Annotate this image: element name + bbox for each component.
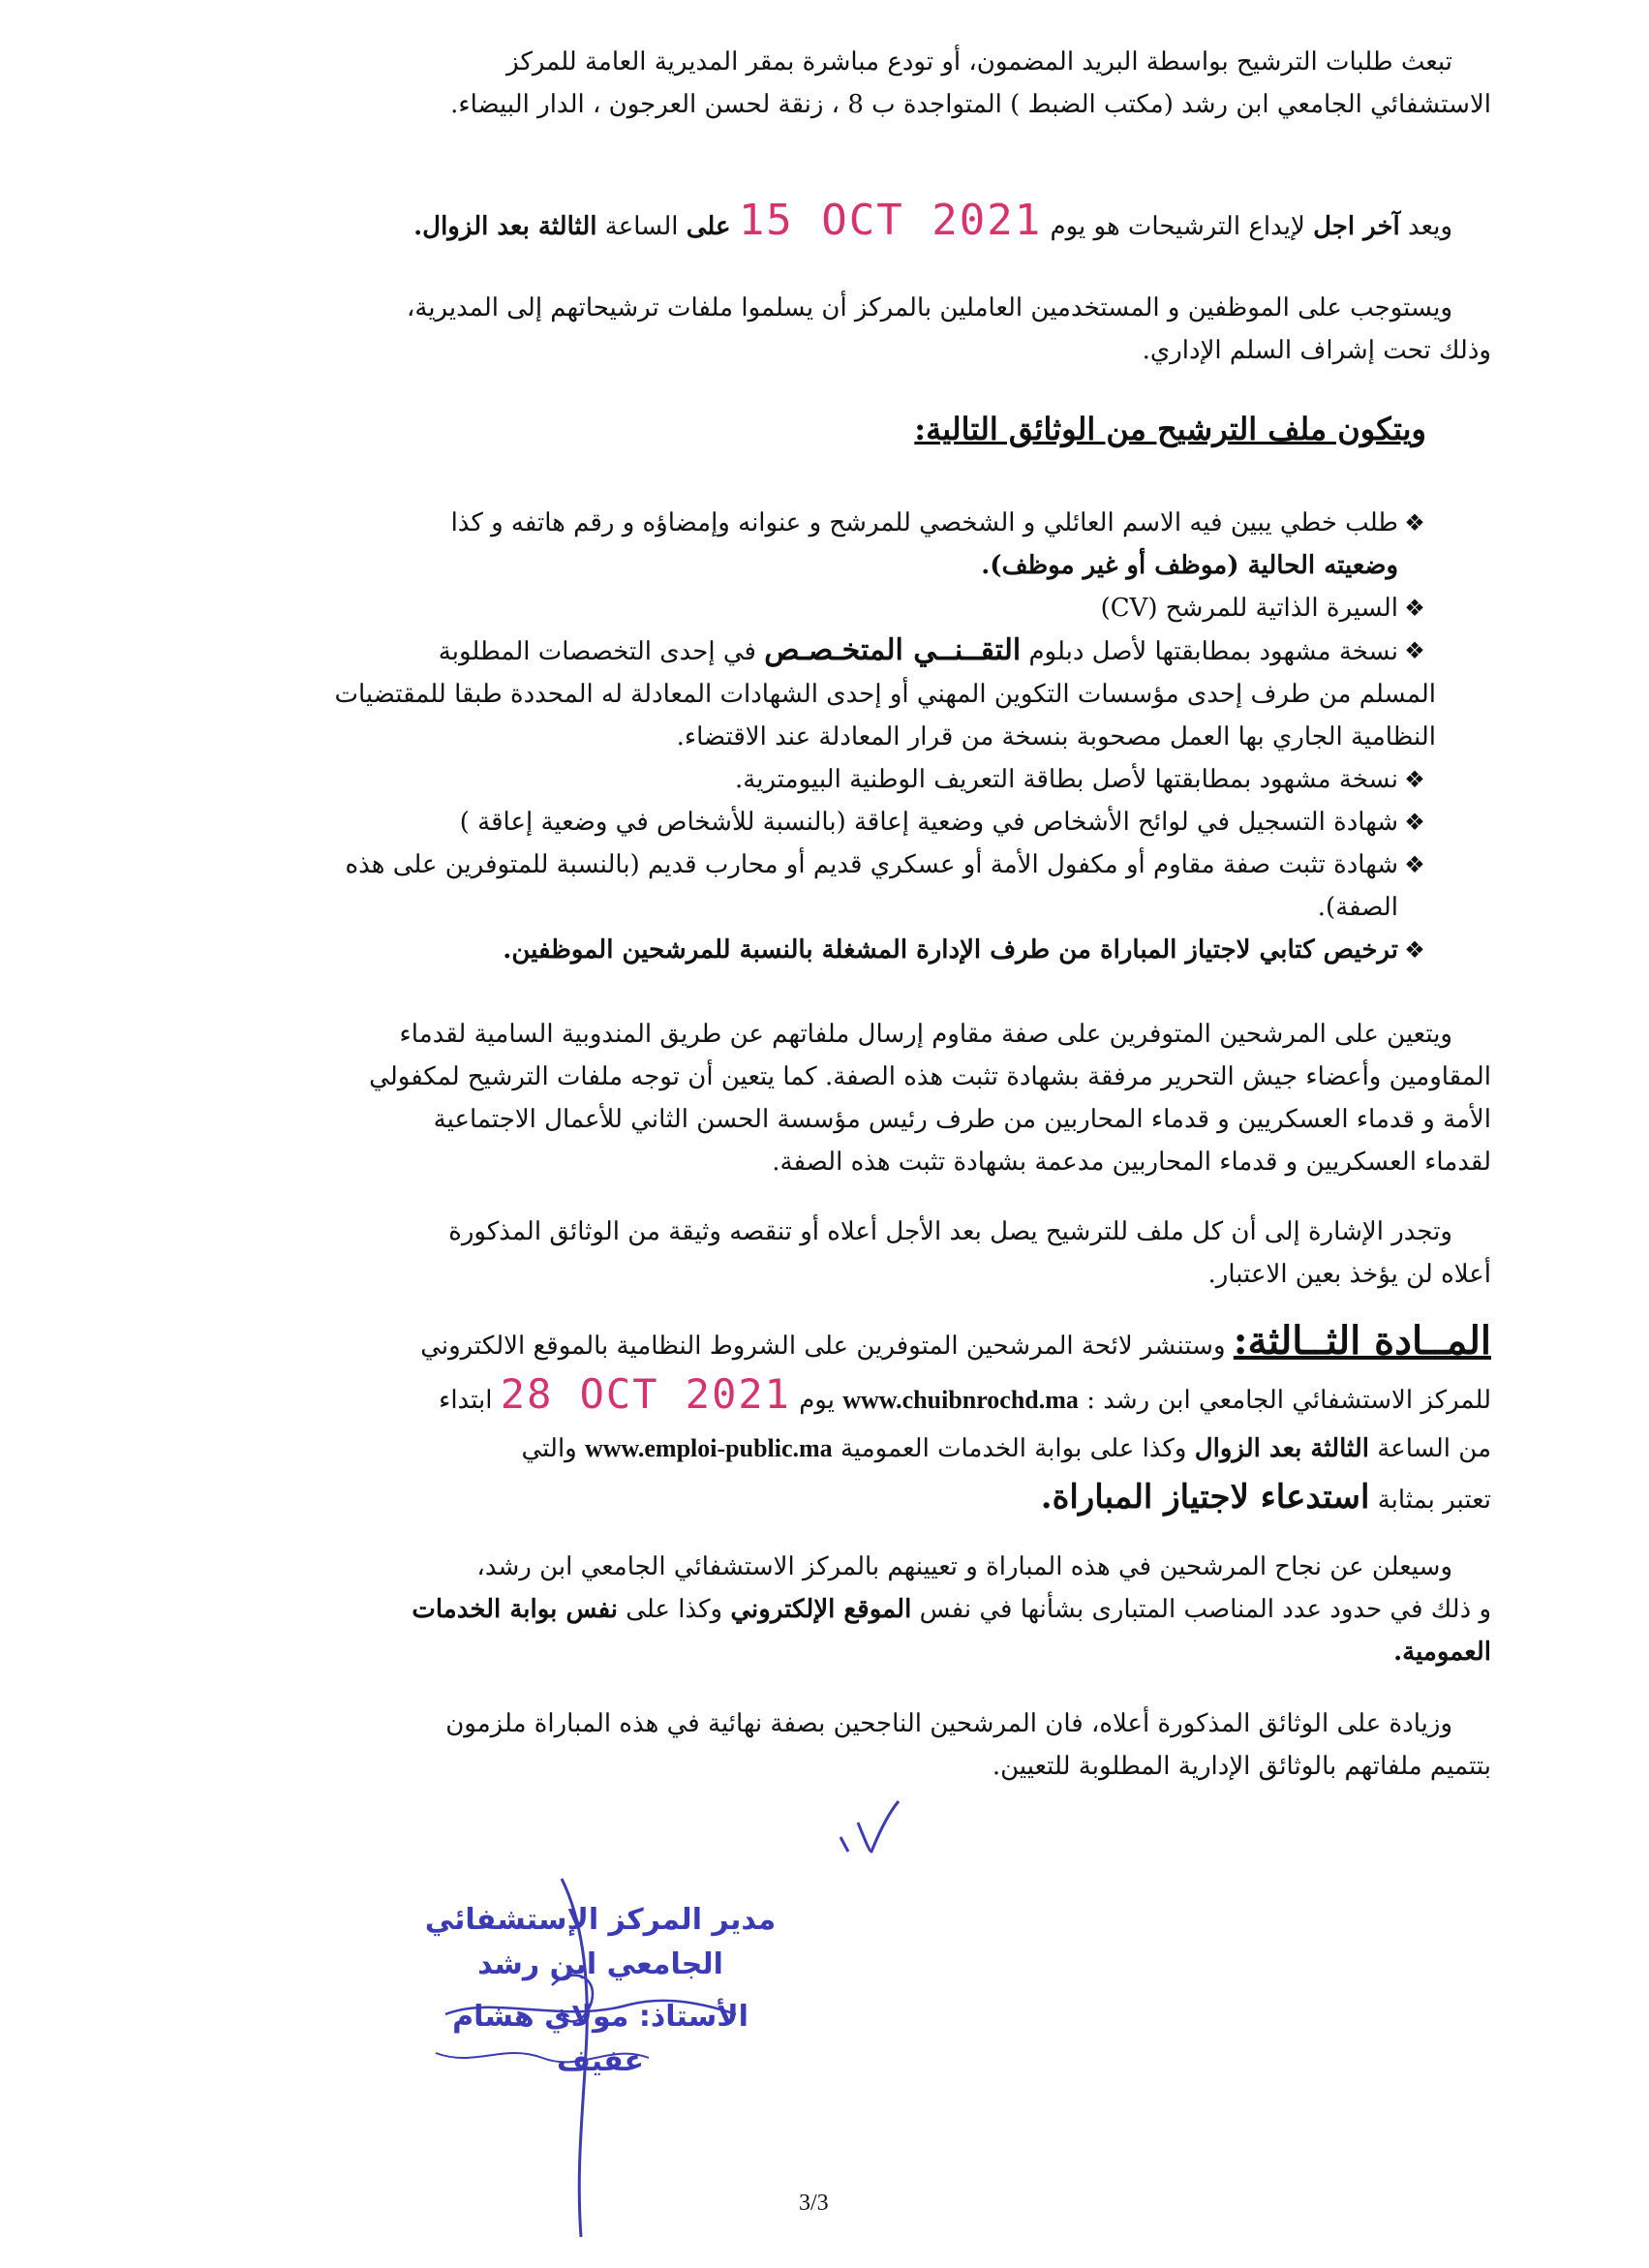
list-item — [223, 843, 1431, 929]
list-item — [223, 929, 1431, 971]
deadline-paragraph — [145, 194, 1491, 254]
website-url-chu: www.chuibnrochd.ma — [842, 1386, 1079, 1414]
list-item — [223, 502, 1431, 587]
article-3-paragraph — [145, 1317, 1491, 1524]
final-paragraph — [213, 1702, 1491, 1788]
deadline-hour-text: الساعة — [604, 212, 679, 241]
list-item — [223, 758, 1431, 801]
article-3-line-4-pre: تعتبر بمثابة — [1377, 1486, 1491, 1515]
list-item — [223, 629, 1431, 673]
page-number: 3/3 — [799, 2191, 829, 2216]
publication-date-stamp: 28 OCT 2021 — [500, 1370, 791, 1418]
convocation-text: استدعاء لاجتياز المباراة. — [1040, 1478, 1370, 1517]
diamond-bullet-icon: ❖ — [1404, 595, 1425, 622]
diamond-bullet-icon: ❖ — [1404, 936, 1425, 964]
diamond-bullet-icon: ❖ — [1404, 851, 1425, 878]
documents-heading: ويتكون ملف الترشيح من الوثائق التالية: — [914, 411, 1426, 447]
veterans-line-3: الأمة و قدماء العسكريين و قدماء المحاربين من طرف رئيس مؤسسة الحسن الثاني للأعمال الاجتماعية — [433, 1105, 1491, 1134]
doc-item-2: السيرة الذاتية للمرشح (CV) — [1100, 594, 1398, 623]
veterans-line-1: ويتعين على المرشحين المتوفرين على صفة مقاوم إرسال ملفاتهم عن طريق المندوبية السامية لقدماء — [399, 1020, 1452, 1049]
article-3-line-1: وستنشر لائحة المرشحين المتوفرين على الشروط النظامية بالموقع الالكتروني — [420, 1332, 1226, 1361]
doc-item-6-line-2: الصفة). — [1317, 893, 1398, 922]
deadline-after-date: على — [686, 212, 731, 241]
intro-line-2: الاستشفائي الجامعي ابن رشد (مكتب الضبط ) المتواجدة ب 8 ، زنقة لحسن العرجون ، الدار البيضاء. — [450, 90, 1491, 119]
results-line-1: وسيعلن عن نجاح المرشحين في هذه المباراة و تعيينهم بالمركز الاستشفائي الجامعي ابن رشد، — [476, 1552, 1452, 1581]
list-item — [223, 801, 1431, 843]
results-portal: نفس بوابة الخدمات — [412, 1595, 618, 1624]
results-line-3: العمومية. — [1393, 1638, 1491, 1667]
veterans-line-4: لقدماء العسكريين و قدماء المحاربين مدعمة بشهادة تثبت هذه الصفة. — [772, 1148, 1491, 1177]
note-line-2: أعلاه لن يؤخذ بعين الاعتبار. — [1207, 1260, 1491, 1289]
check-mark-icon — [831, 1793, 908, 1861]
list-item — [223, 587, 1431, 629]
article-3-line-2-post: ابتداء — [439, 1386, 493, 1415]
employees-line-2: وذلك تحت إشراف السلم الإداري. — [1142, 336, 1491, 365]
final-line-2: بتتميم ملفاتهم بالوثائق الإدارية المطلوبة للتعيين. — [992, 1752, 1491, 1781]
veterans-line-2: المقاومين وأعضاء جيش التحرير مرفقة بشهادة تثبت هذه الصفة. كما يتعين أن توجه ملفات الترشيح لمكفولي — [369, 1062, 1491, 1091]
website-url-emploi-public: www.emploi-public.ma — [585, 1434, 833, 1462]
handwritten-signature — [416, 1859, 765, 2247]
deadline-prefix: ويعد — [1408, 212, 1452, 241]
article-3-line-2-pre: للمركز الاستشفائي الجامعي ابن رشد : — [1086, 1386, 1491, 1415]
intro-paragraph — [145, 41, 1491, 126]
doc-item-3-post: في إحدى التخصصات المطلوبة — [438, 637, 756, 666]
results-paragraph — [145, 1546, 1491, 1673]
deadline-hour: الثالثة بعد الزوال. — [413, 212, 597, 241]
results-website: الموقع الإلكتروني — [730, 1595, 912, 1624]
signature-line-1: مدير المركز الإستشفائي — [424, 1903, 777, 1937]
article-3-line-3-mid: وكذا على بوابة الخدمات العمومية — [840, 1434, 1187, 1463]
doc-item-3-line-2: المسلم من طرف إحدى مؤسسات التكوين المهني أو إحدى الشهادات المعادلة له المحددة طبقا للمقتضيات — [334, 680, 1436, 709]
signature-line-2: الجامعي ابن رشد — [477, 1947, 723, 1981]
diamond-bullet-icon: ❖ — [1404, 509, 1425, 536]
deadline-middle: لإيداع الترشيحات هو يوم — [1050, 212, 1305, 241]
doc-item-3-pre: نسخة مشهود بمطابقتها لأصل دبلوم — [1028, 637, 1398, 666]
article-3-hour: الثالثة بعد الزوال — [1194, 1434, 1370, 1463]
results-line-2-mid: وكذا على — [626, 1595, 723, 1624]
deadline-bold-label: آخر اجل — [1313, 212, 1400, 241]
doc-item-3-diploma: التقــنــي المتخـصـص — [764, 633, 1022, 667]
doc-item-3-line-3: النظامية الجاري بها العمل مصحوبة بنسخة من قرار المعادلة عند الاقتضاء. — [676, 722, 1436, 751]
results-line-2-pre: و ذلك في حدود عدد المناصب المتبارى بشأنها في نفس — [919, 1595, 1491, 1624]
employees-line-1: ويستوجب على الموظفين و المستخدمين العاملين بالمركز أن يسلموا ملفات ترشيحاتهم إلى المديرية، — [406, 293, 1452, 322]
intro-line-1: تبعث طلبات الترشيح بواسطة البريد المضمون، أو تودع مباشرة بمقر المديرية العامة للمركز — [506, 47, 1452, 77]
signature-line-3: الأستاذ: مولاي هشام عفيف — [452, 2000, 748, 2078]
note-line-1: وتجدر الإشارة إلى أن كل ملف للترشيح يصل بعد الأجل أعلاه أو تنقصه وثيقة من الوثائق المذكورة — [448, 1217, 1452, 1246]
doc-item-7: ترخيص كتابي لاجتياز المباراة من طرف الإدارة المشغلة بالنسبة للمرشحين الموظفين. — [503, 935, 1398, 965]
deadline-date-stamp: 15 OCT 2021 — [738, 196, 1043, 245]
article-3-line-3-pre: من الساعة — [1377, 1434, 1491, 1463]
doc-item-6-line-1: شهادة تثبت صفة مقاوم أو مكفول الأمة أو عسكري قديم أو محارب قديم (بالنسبة للمتوفرين على هذه — [345, 850, 1398, 879]
diamond-bullet-icon: ❖ — [1404, 809, 1425, 836]
diamond-bullet-icon: ❖ — [1404, 637, 1425, 664]
documents-list — [223, 502, 1436, 971]
doc-item-4: نسخة مشهود بمطابقتها لأصل بطاقة التعريف الوطنية البيومترية. — [735, 765, 1398, 794]
article-3-line-3-post: والتي — [521, 1434, 577, 1463]
doc-item-5: شهادة التسجيل في لوائح الأشخاص في وضعية إعاقة (بالنسبة للأشخاص في وضعية إعاقة ) — [459, 808, 1398, 837]
veterans-paragraph — [174, 1013, 1491, 1183]
doc-item-1-line-2: وضعيته الحالية (موظف أو غير موظف). — [981, 551, 1398, 580]
article-3-title: المــادة الثــالثة: — [1233, 1318, 1491, 1364]
note-paragraph — [174, 1211, 1491, 1296]
employees-paragraph — [145, 287, 1491, 372]
diamond-bullet-icon: ❖ — [1404, 766, 1425, 793]
doc-item-1-line-1: طلب خطي يبين فيه الاسم العائلي و الشخصي للمرشح و عنوانه وإمضاؤه و رقم هاتفه و كذا — [450, 508, 1398, 537]
final-line-1: وزيادة على الوثائق المذكورة أعلاه، فان المرشحين الناجحين بصفة نهائية في هذه المباراة ملزمون — [445, 1709, 1452, 1738]
article-3-day: يوم — [799, 1386, 835, 1415]
